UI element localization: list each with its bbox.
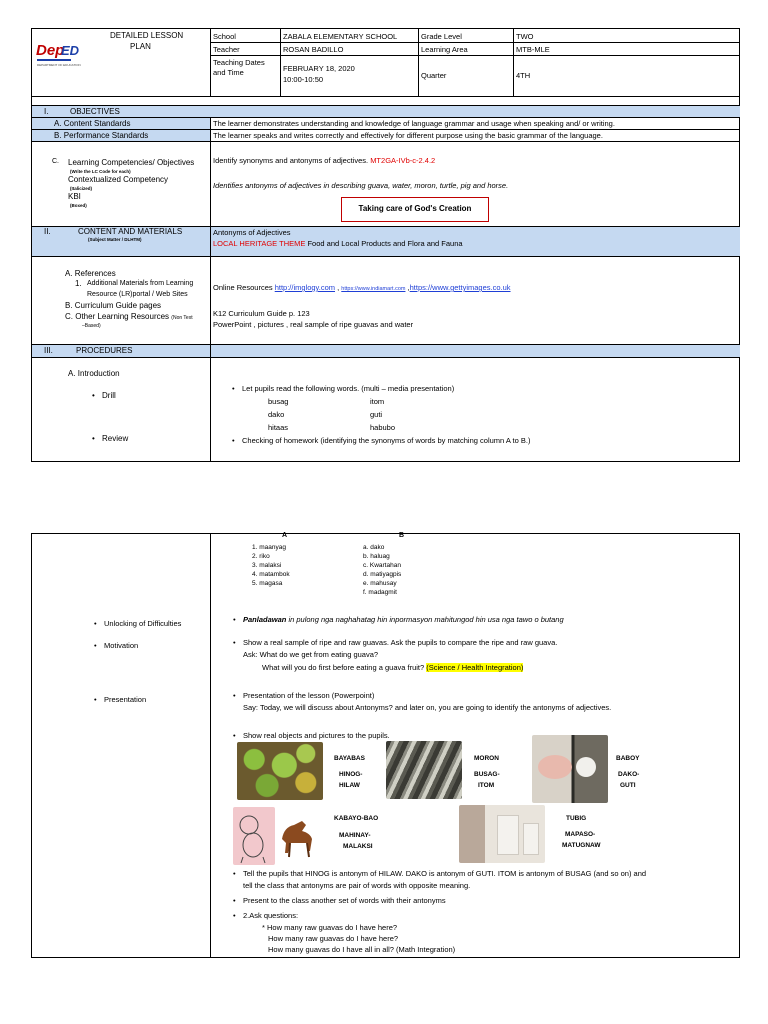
pic-bayabas: BAYABAS: [334, 755, 365, 762]
content-standards-label: A. Content Standards: [54, 119, 131, 128]
link-imglogy[interactable]: http://imglogy.com: [274, 283, 336, 292]
content-standards-value: The learner demonstrates understanding and knowledge of language grammar and usage when speaking and/ or writing.: [213, 119, 615, 128]
turtle-picture: [233, 807, 275, 865]
motivation-3: [262, 663, 523, 672]
science-integration-highlight: (Science / Health Integration): [426, 663, 524, 672]
guava-picture: [237, 742, 323, 800]
svg-text:ED: ED: [61, 43, 80, 58]
school-value: ZABALA ELEMENTARY SCHOOL: [283, 32, 398, 41]
online-resources: [213, 283, 511, 292]
pic-dako-2: GUTI: [620, 782, 636, 789]
contextualized-label: Contextualized Competency: [68, 175, 169, 184]
pig-picture: [532, 735, 608, 803]
question-2: How many raw guavas do I have here?: [268, 934, 399, 943]
column-b-item: d. matiyagpis: [363, 571, 402, 578]
pic-moron: MORON: [474, 755, 499, 762]
plan-title-line2: PLAN: [130, 42, 151, 51]
column-a-item: 1. maanyag: [252, 544, 286, 551]
column-b-item: a. dako: [363, 544, 385, 551]
word-2b: guti: [370, 410, 383, 419]
svg-text:Dep: Dep: [36, 42, 65, 59]
dates-value-time: 10:00-10:50: [283, 75, 324, 84]
homework-check: • Checking of homework (identifying the synonyms of words by matching column A to B.): [242, 436, 530, 445]
lc-context: Identifies antonyms of adjectives in describing guava, water, moron, turtle, pig and horse.: [213, 181, 509, 190]
ask-questions: • 2.Ask questions:: [243, 911, 298, 920]
link-indiamart[interactable]: https://www.indiamart.com: [341, 286, 406, 292]
word-3a: hitaas: [268, 423, 289, 432]
link-sep-1: ,: [335, 283, 342, 292]
presentation-label: • Presentation: [104, 695, 146, 704]
motivation-3-text: What will you do first before eating a guava fruit?: [262, 663, 425, 672]
references-a1-num: 1.: [75, 279, 82, 288]
pic-busag-1: BUSAG-: [474, 771, 500, 778]
references-a1b: Resource (LR)portal / Web Sites: [87, 291, 188, 298]
panladawan-rest: in pulong nga naghahatag hin inpormasyon mahitungod hin usa nga tawo o butang: [286, 615, 564, 624]
procedures-heading: PROCEDURES: [76, 346, 133, 355]
content-num: II.: [44, 227, 51, 236]
read-words: • Let pupils read the following words. (multi – media presentation): [242, 384, 454, 393]
word-3b: habubo: [370, 423, 396, 432]
pic-mahinay-1: MAHINAY-: [339, 832, 371, 839]
dates-label: Teaching Dates and Time: [213, 58, 265, 78]
col-a-header: A: [282, 532, 288, 539]
kbi-box: Taking care of God's Creation: [341, 197, 489, 222]
link-gettyimages[interactable]: https://www.gettyimages.co.uk: [409, 283, 511, 292]
motivation-label: • Motivation: [104, 641, 138, 650]
tell-antonyms-1: • Tell the pupils that HINOG is antonym of HILAW. DAKO is antonym of GUTI. ITOM is antonym of BUSAG (and so on) and: [243, 869, 646, 878]
plan-title-line1: DETAILED LESSON: [110, 31, 184, 40]
word-1b: itom: [370, 397, 385, 406]
column-a-item: 3. malaksi: [252, 562, 282, 569]
content-theme: [213, 239, 463, 248]
presentation-2: Say: Today, we will discuss about Antonyms? and later on, you are going to identify the antonyms of adjectives.: [243, 703, 612, 712]
school-label: School: [213, 32, 236, 41]
theme-text: Food and Local Products and Flora and Fauna: [305, 239, 463, 248]
objectives-heading: OBJECTIVES: [70, 107, 120, 116]
lc-note: (Write the LC Code for each): [70, 169, 131, 174]
pic-mapaso-2: MATUGNAW: [562, 842, 601, 849]
review-label: • Review: [102, 434, 128, 443]
word-1a: busag: [268, 397, 289, 406]
motivation-2: Ask: What do we get from eating guava?: [243, 650, 379, 659]
deped-logo: [35, 35, 81, 67]
drill-label: • Drill: [102, 391, 116, 400]
column-b-item: c. Kwartahan: [363, 562, 401, 569]
question-3: How many guavas do I have all in all? (Math Integration): [268, 945, 456, 954]
pic-mahinay-2: MALAKSI: [343, 843, 373, 850]
pic-mapaso-1: MAPASO-: [565, 831, 596, 838]
column-b-item: b. haluag: [363, 553, 390, 560]
boxed-note: (Boxed): [70, 203, 87, 208]
show-objects: • Show real objects and pictures to the pupils.: [243, 731, 390, 740]
lc-text: [213, 156, 435, 165]
content-sub: (Subject Matter / DLHTM): [88, 237, 142, 242]
references-c: [65, 312, 193, 321]
quarter-label: Quarter: [421, 71, 447, 80]
lesson-plan-page-1: [31, 28, 740, 462]
pic-hinog-1: HINOG-: [339, 771, 363, 778]
references-c-text: C. Other Learning Resources: [65, 312, 170, 321]
moron-picture: [386, 741, 462, 799]
grade-value: TWO: [516, 32, 534, 41]
quarter-value: 4TH: [516, 71, 531, 80]
area-label: Learning Area: [421, 45, 468, 54]
intro-label: A. Introduction: [68, 369, 120, 378]
other-resources: PowerPoint , pictures , real sample of ripe guavas and water: [213, 320, 414, 329]
horse-picture: [276, 817, 318, 861]
content-heading: CONTENT AND MATERIALS: [78, 227, 183, 236]
kbi-label: KBI: [68, 192, 81, 201]
pic-hinog-2: HILAW: [339, 782, 360, 789]
column-b-list: [363, 543, 401, 597]
pic-dako-1: DAKO-: [618, 771, 640, 778]
online-label: Online Resources: [213, 283, 275, 292]
references-c-note: (Non Text: [171, 315, 193, 321]
water-picture: [459, 805, 545, 863]
content-line1: Antonyms of Adjectives: [213, 228, 291, 237]
presentation-1: • Presentation of the lesson (Powerpoint): [243, 691, 374, 700]
teacher-value: ROSAN BADILLO: [283, 45, 344, 54]
column-b-item: f. madagmit: [363, 589, 397, 596]
svg-text:DEPARTMENT OF EDUCATION: DEPARTMENT OF EDUCATION: [37, 63, 81, 67]
present-antonyms: • Present to the class another set of words with their antonyms: [243, 896, 446, 905]
procedures-num: III.: [44, 346, 53, 355]
column-b-item: e. mahusay: [363, 580, 397, 587]
word-2a: dako: [268, 410, 285, 419]
column-a-list: [252, 543, 290, 588]
italicized-note: (Italicized): [70, 186, 93, 191]
references-a: A. References: [65, 269, 116, 278]
references-a1: Additional Materials from Learning: [87, 280, 194, 287]
dates-value-date: FEBRUARY 18, 2020: [283, 64, 355, 73]
panladawan-word: Panladawan: [243, 615, 287, 624]
column-a-item: 4. matambok: [252, 571, 290, 578]
unlocking-label: • Unlocking of Difficulties: [104, 619, 181, 628]
objectives-num: I.: [44, 107, 49, 116]
lc-code: MT2GA-IVb-c-2.4.2: [370, 156, 436, 165]
lc-prefix: C.: [52, 158, 59, 165]
references-c-note2: –Based): [82, 323, 101, 329]
pic-kabayo: KABAYO-BAO: [334, 815, 379, 822]
question-1: * How many raw guavas do I have here?: [262, 923, 398, 932]
lesson-plan-page-2: [31, 533, 740, 958]
tell-antonyms-2: tell the class that antonyms are pair of words with opposite meaning.: [243, 881, 471, 890]
pic-tubig: TUBIG: [566, 815, 587, 822]
grade-label: Grade Level: [421, 32, 462, 41]
pic-busag-2: ITOM: [478, 782, 495, 789]
lc-text-main: Identify synonyms and antonyms of adjectives.: [213, 156, 369, 165]
lc-label: Learning Competencies/ Objectives: [68, 158, 195, 167]
link-sep-2: ,: [405, 283, 410, 292]
performance-standards-value: The learner speaks and writes correctly and effectively for different purpose using the basic grammar of the language.: [213, 131, 603, 140]
column-a-item: 2. riko: [252, 553, 270, 560]
panladawan-definition: [243, 615, 564, 624]
performance-standards-label: B. Performance Standards: [54, 131, 149, 140]
theme-label: LOCAL HERITAGE THEME: [213, 239, 306, 248]
references-b: B. Curriculum Guide pages: [65, 301, 162, 310]
motivation-1: • Show a real sample of ripe and raw guavas. Ask the pupils to compare the ripe and raw guava.: [243, 638, 557, 647]
column-a-item: 5. magasa: [252, 580, 283, 587]
area-value: MTB-MLE: [516, 45, 550, 54]
teacher-label: Teacher: [213, 45, 240, 54]
col-b-header: B: [399, 532, 405, 539]
curriculum-guide: K12 Curriculum Guide p. 123: [213, 309, 310, 318]
pic-baboy: BABOY: [616, 755, 640, 762]
